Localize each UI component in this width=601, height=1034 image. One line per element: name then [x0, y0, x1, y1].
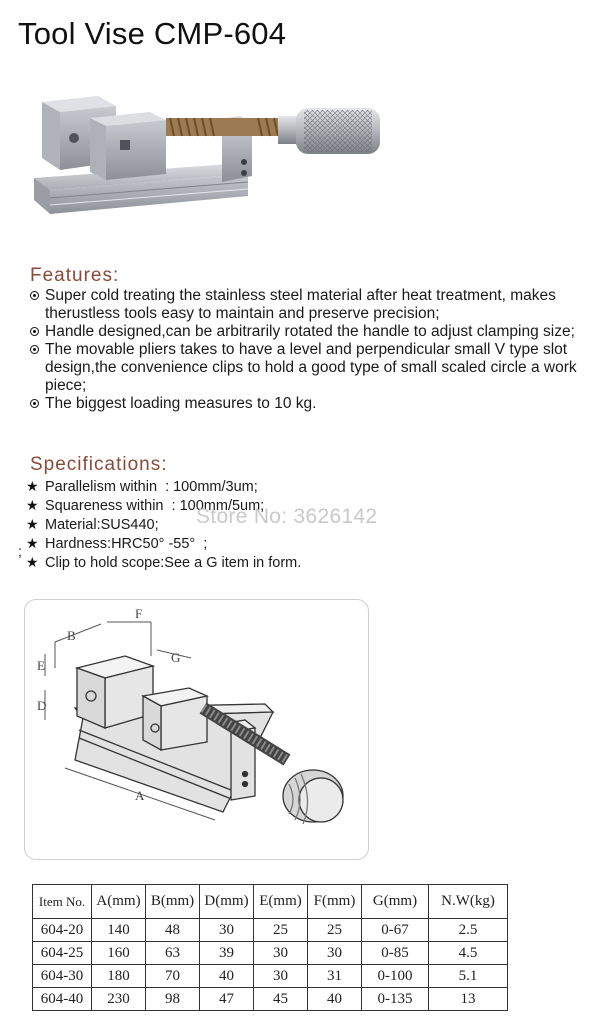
spec-item: ★ Parallelism within : 100mm/3um; — [26, 478, 258, 495]
star-icon: ★ — [26, 535, 39, 551]
spec-table — [32, 884, 508, 1011]
spec-item: ★ Hardness:HRC50° -55° ; — [26, 535, 208, 552]
table-cell: 30 — [254, 965, 308, 988]
table-row — [33, 942, 508, 965]
table-cell: 30 — [200, 919, 254, 942]
star-icon: ★ — [26, 516, 39, 532]
feature-item: The biggest loading measures to 10 kg. — [30, 395, 595, 413]
table-cell: 48 — [146, 919, 200, 942]
dim-label-f: F — [135, 606, 143, 621]
table-cell: 2.5 — [429, 919, 508, 942]
table-cell: 604-20 — [33, 919, 92, 942]
table-cell: 31 — [308, 965, 362, 988]
star-icon: ★ — [26, 554, 39, 570]
table-cell: 63 — [146, 942, 200, 965]
feature-item: Handle designed,can be arbitrarily rotated the handle to adjust clamping size; — [30, 323, 595, 341]
star-icon: ★ — [26, 497, 39, 513]
table-cell: 5.1 — [429, 965, 508, 988]
table-cell: 47 — [200, 988, 254, 1011]
table-cell: 604-40 — [33, 988, 92, 1011]
table-cell: 604-25 — [33, 942, 92, 965]
table-cell: 98 — [146, 988, 200, 1011]
table-cell: 140 — [92, 919, 146, 942]
table-cell: 180 — [92, 965, 146, 988]
dimension-drawing — [25, 600, 368, 859]
specifications-heading: Specifications: — [30, 454, 168, 475]
table-row — [33, 965, 508, 988]
table-row — [33, 988, 508, 1011]
table-cell: 0-85 — [362, 942, 429, 965]
dim-label-e: E — [37, 658, 45, 673]
col-header: D(mm) — [200, 885, 254, 919]
dim-label-d: D — [37, 698, 47, 713]
table-cell: 160 — [92, 942, 146, 965]
stray-mark: ; — [18, 543, 22, 559]
table-cell: 30 — [308, 942, 362, 965]
table-cell: 25 — [308, 919, 362, 942]
table-cell: 0-135 — [362, 988, 429, 1011]
dim-label-b: B — [67, 628, 76, 643]
bullet-icon — [30, 327, 39, 336]
bullet-icon — [30, 345, 39, 354]
col-header: E(mm) — [254, 885, 308, 919]
table-cell: 604-30 — [33, 965, 92, 988]
table-cell: 0-67 — [362, 919, 429, 942]
features-heading: Features: — [30, 265, 120, 286]
table-cell: 230 — [92, 988, 146, 1011]
table-cell: 30 — [254, 942, 308, 965]
table-cell: 40 — [308, 988, 362, 1011]
table-cell: 40 — [200, 965, 254, 988]
table-cell: 13 — [429, 988, 508, 1011]
table-row — [33, 919, 508, 942]
features-list — [30, 287, 595, 413]
spec-item: ★ Clip to hold scope:See a G item in form. — [26, 554, 302, 571]
spec-item: ★ Material:SUS440; — [26, 516, 159, 533]
table-cell: 70 — [146, 965, 200, 988]
star-icon: ★ — [26, 478, 39, 494]
table-cell: 0-100 — [362, 965, 429, 988]
store-watermark: Store No: 3626142 — [196, 505, 378, 528]
dim-label-g: G — [171, 650, 181, 665]
page-title: Tool Vise CMP-604 — [18, 16, 287, 51]
table-header-row — [33, 885, 508, 919]
table-cell: 25 — [254, 919, 308, 942]
col-header: A(mm) — [92, 885, 146, 919]
col-header: B(mm) — [146, 885, 200, 919]
col-header: F(mm) — [308, 885, 362, 919]
bullet-icon — [30, 291, 39, 300]
feature-item: The movable pliers takes to have a level and perpendicular small V type slot design,the convenience clips to hold a good type of small scaled circle a work piece; — [30, 341, 595, 395]
table-cell: 45 — [254, 988, 308, 1011]
bullet-icon — [30, 399, 39, 408]
spec-item: ★ Squareness within : 100mm/5um; — [26, 497, 265, 514]
dimension-diagram — [24, 599, 369, 860]
col-header: G(mm) — [362, 885, 429, 919]
col-header: N.W(kg) — [429, 885, 508, 919]
dim-label-a: A — [135, 788, 145, 803]
feature-item: Super cold treating the stainless steel material after heat treatment, makes therustless tools easy to maintain and preserve precision; — [30, 287, 595, 323]
table-cell: 39 — [200, 942, 254, 965]
product-photo — [20, 78, 390, 248]
table-cell: 4.5 — [429, 942, 508, 965]
col-header: Item No. — [33, 885, 92, 919]
